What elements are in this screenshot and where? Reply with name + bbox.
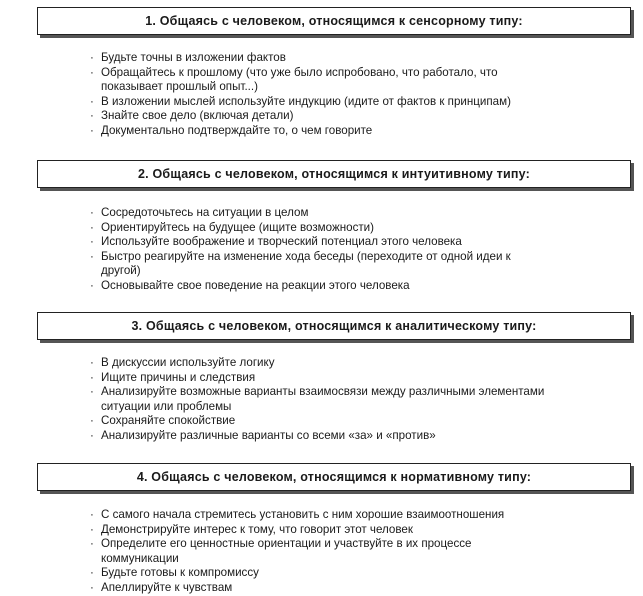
list-item-text: Будьте точны в изложении фактов xyxy=(101,51,286,64)
bullet-icon: · xyxy=(90,580,94,594)
bullet-icon: · xyxy=(90,235,94,249)
list-item xyxy=(90,109,550,124)
list-item xyxy=(90,537,550,566)
advice-list xyxy=(90,51,550,139)
bullet-icon: · xyxy=(90,566,94,580)
list-item xyxy=(90,385,550,414)
bullet-icon: · xyxy=(90,109,94,123)
list-item-text: С самого начала стремитесь установить с ним хорошие взаимоотношения xyxy=(101,508,505,521)
list-item xyxy=(90,523,550,538)
bullet-icon: · xyxy=(90,428,94,442)
list-item xyxy=(90,508,550,523)
list-item xyxy=(90,66,550,95)
bullet-icon: · xyxy=(90,94,94,108)
list-item xyxy=(90,279,550,294)
bullet-icon: · xyxy=(90,414,94,428)
bullet-icon: · xyxy=(90,51,94,64)
list-item-text: Сосредоточьтесь на ситуации в целом xyxy=(101,206,309,219)
bullet-icon: · xyxy=(90,123,94,137)
list-item xyxy=(90,221,550,236)
list-item-text: Сохраняйте спокойствие xyxy=(101,414,236,428)
section-header-box xyxy=(37,7,631,35)
list-item-text: В дискуссии используйте логику xyxy=(101,356,275,369)
advice-list xyxy=(90,508,550,596)
list-item-text: Основывайте свое поведение на реакции этого человека xyxy=(101,278,410,292)
list-item xyxy=(90,566,550,581)
list-item-text: Будьте готовы к компромиссу xyxy=(101,566,259,580)
advice-list xyxy=(90,206,550,294)
list-item xyxy=(90,371,550,386)
list-item-text: Определите его ценностные ориентации и участвуйте в их процессе коммуникации xyxy=(101,537,472,565)
bullet-icon: · xyxy=(90,206,94,219)
list-item-text: Демонстрируйте интерес к тому, что говорит этот человек xyxy=(101,522,413,536)
list-item-text: Документально подтверждайте то, о чем говорите xyxy=(101,123,373,137)
list-item-text: Знайте свое дело (включая детали) xyxy=(101,109,294,123)
list-item-text: Используйте воображение и творческий потенциал этого человека xyxy=(101,235,462,249)
list-item-text: Анализируйте различные варианты со всеми «за» и «против» xyxy=(101,428,436,442)
list-item-text: Апеллируйте к чувствам xyxy=(101,580,233,594)
list-item-text: Анализируйте возможные варианты взаимосвязи между различными элементами ситуации или проблемы xyxy=(101,385,545,413)
bullet-icon: · xyxy=(90,249,94,263)
list-item xyxy=(90,95,550,110)
list-item xyxy=(90,414,550,429)
list-item-text: Ищите причины и следствия xyxy=(101,370,256,384)
section-title: 3. Общаясь с человеком, относящимся к аналитическому типу: xyxy=(131,319,537,333)
bullet-icon: · xyxy=(90,385,94,399)
list-item xyxy=(90,51,550,66)
section-title: 1. Общаясь с человеком, относящимся к сенсорному типу: xyxy=(145,14,523,28)
list-item xyxy=(90,429,550,444)
section-title: 2. Общаясь с человеком, относящимся к интуитивному типу: xyxy=(138,167,530,181)
list-item xyxy=(90,235,550,250)
bullet-icon: · xyxy=(90,356,94,369)
section-header-box xyxy=(37,312,631,340)
list-item xyxy=(90,356,550,371)
list-item xyxy=(90,206,550,221)
bullet-icon: · xyxy=(90,220,94,234)
list-item-text: Ориентируйтесь на будущее (ищите возможности) xyxy=(101,220,375,234)
list-item xyxy=(90,250,550,279)
section-header-box xyxy=(37,463,631,491)
list-item xyxy=(90,581,550,596)
section-title: 4. Общаясь с человеком, относящимся к нормативному типу: xyxy=(136,470,532,484)
section-header-box xyxy=(37,160,631,188)
bullet-icon: · xyxy=(90,537,94,551)
list-item-text: Обращайтесь к прошлому (что уже было испробовано, что работало, что показывает прошлый опыт...) xyxy=(101,65,498,94)
advice-list xyxy=(90,356,550,444)
list-item xyxy=(90,124,550,139)
bullet-icon: · xyxy=(90,278,94,292)
bullet-icon: · xyxy=(90,65,94,79)
list-item-text: В изложении мыслей используйте индукцию (идите от фактов к принципам) xyxy=(101,94,511,108)
bullet-icon: · xyxy=(90,522,94,536)
bullet-icon: · xyxy=(90,370,94,384)
bullet-icon: · xyxy=(90,508,94,521)
list-item-text: Быстро реагируйте на изменение хода беседы (переходите от одной идеи к другой) xyxy=(101,249,511,278)
